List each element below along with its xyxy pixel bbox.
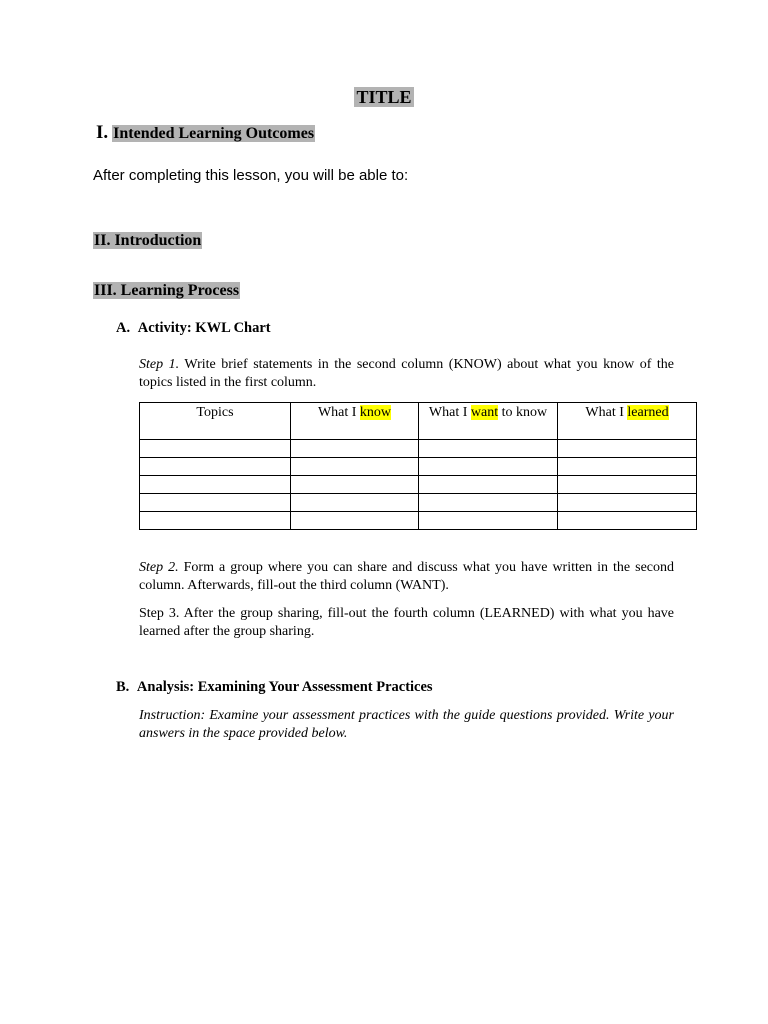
step-3-paragraph: Step 3. After the group sharing, fill-out the fourth column (LEARNED) with what you have learned after the group sharing.	[139, 606, 674, 639]
title-text: TITLE	[356, 87, 412, 107]
section-3-heading	[93, 282, 240, 300]
analysis-title: Analysis: Examining Your Assessment Practices	[136, 679, 433, 695]
section-2-heading	[93, 232, 202, 250]
activity-letter: A.	[116, 320, 131, 336]
section-3-title: III. Learning Process	[94, 282, 240, 299]
document-title	[0, 87, 768, 108]
table-row	[140, 458, 697, 476]
kwl-header-topics: Topics	[140, 403, 291, 440]
table-row	[140, 494, 697, 512]
analysis-letter: B.	[116, 679, 130, 695]
kwl-header-want: What I want to know	[419, 403, 558, 440]
step-2-text: Form a group where you can share and discuss what you have written in the second column. Afterwards, fill-out the third column (WANT).	[139, 560, 674, 593]
activity-title: Activity: KWL Chart	[137, 320, 271, 336]
activity-heading	[116, 320, 271, 337]
kwl-header-learned: What I learned	[558, 403, 697, 440]
table-row	[140, 512, 697, 530]
step-2-label: Step 2.	[139, 560, 179, 575]
step-1-text: Write brief statements in the second column (KNOW) about what you know of the topics listed in the first column.	[139, 357, 674, 390]
section-1-number: I.	[96, 122, 109, 143]
section-1-title: Intended Learning Outcomes	[113, 125, 315, 142]
kwl-header-know: What I know	[291, 403, 419, 440]
analysis-instruction: Instruction: Examine your assessment practices with the guide questions provided. Write your answers in the space provided below.	[139, 708, 674, 741]
kwl-table	[139, 402, 697, 530]
section-2-title: II. Introduction	[94, 232, 202, 249]
kwl-header-row	[140, 403, 697, 440]
analysis-heading	[116, 679, 433, 696]
table-row	[140, 440, 697, 458]
table-row	[140, 476, 697, 494]
step-1-paragraph	[139, 356, 674, 392]
section-1-heading	[96, 122, 315, 144]
step-1-label: Step 1.	[139, 357, 180, 372]
step-2-paragraph	[139, 559, 674, 595]
section-1-body: After completing this lesson, you will be able to:	[93, 167, 409, 184]
